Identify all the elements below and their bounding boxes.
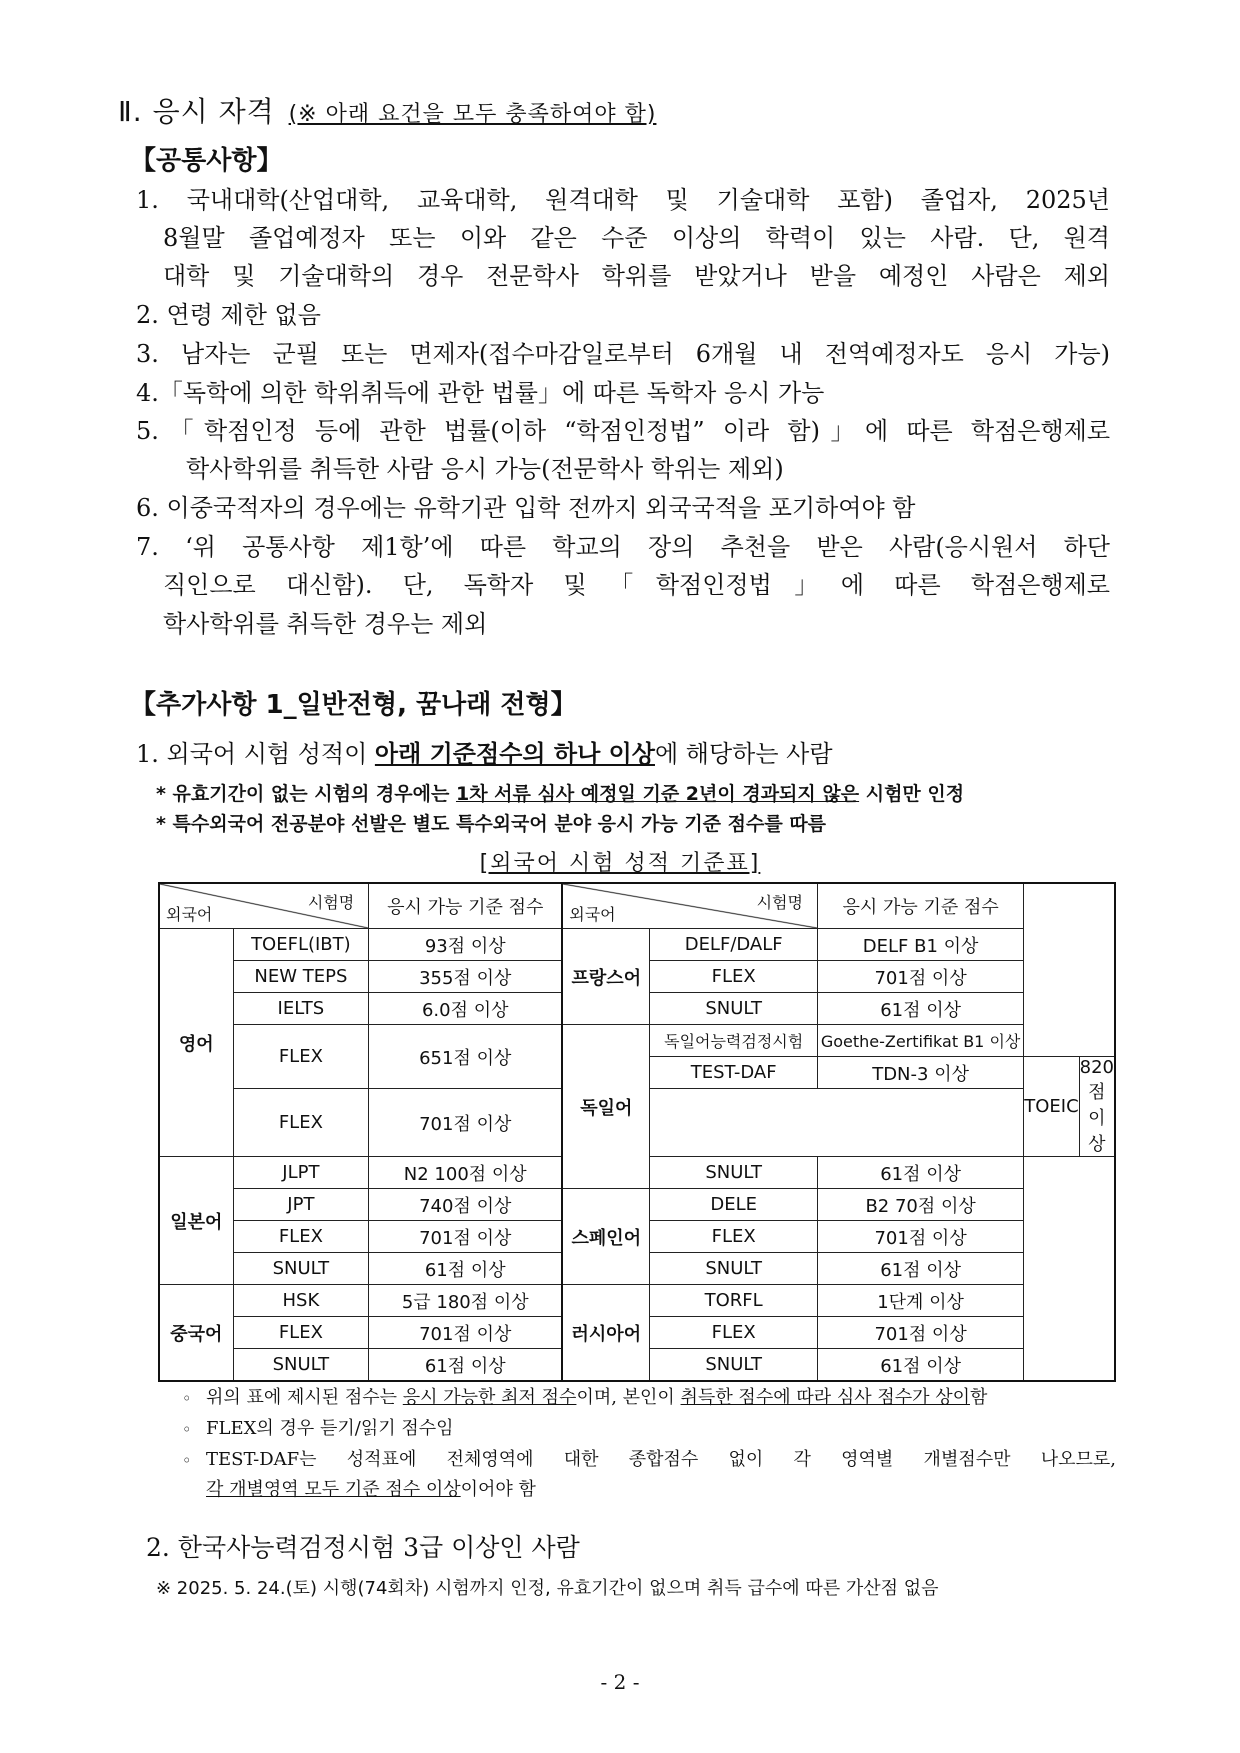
header-exam-left: 시험명 xyxy=(307,893,355,912)
header-score-right: 응시 가능 기준 점수 xyxy=(817,883,1023,929)
item1-post: 에 해당하는 사람 xyxy=(654,740,833,768)
note-3a: TEST-DAF는 성적표에 전체영역에 대한 종합점수 없이 각 영역별 개별점수만 나오므로, xyxy=(206,1449,1116,1470)
exam-cell: DELE xyxy=(650,1189,818,1221)
note1-u1: 응시 가능한 최저 점수 xyxy=(402,1387,577,1408)
note-bullet-1: ◦ xyxy=(182,1389,192,1408)
additional-item-1 xyxy=(136,734,833,774)
exam-cell: SNULT xyxy=(650,1253,818,1285)
exam-cell: FLEX xyxy=(650,1221,818,1253)
note-3b xyxy=(206,1475,536,1505)
common-line-6: 4.「독학에 의한 학위취득에 관한 법률」에 따른 독학자 응시 가능 xyxy=(136,379,825,407)
score-cell: 740점 이상 xyxy=(369,1189,563,1221)
score-cell: 701점 이상 xyxy=(817,1221,1023,1253)
star1-post: 시험만 인정 xyxy=(859,783,965,805)
common-line-9: 6. 이중국적자의 경우에는 유학기관 입학 전까지 외국국적을 포기하여야 함 xyxy=(136,494,916,522)
table-header-row xyxy=(159,883,1115,929)
common-line-11: 직인으로 대신함). 단, 독학자 및「학점인정법」에 따른 학점은행제로 xyxy=(163,571,1110,599)
note3b-post: 이어야 함 xyxy=(460,1479,536,1500)
lang-russian: 러시아어 xyxy=(562,1285,650,1382)
score-cell: 61점 이상 xyxy=(369,1349,563,1382)
exam-cell: TORFL xyxy=(650,1285,818,1317)
score-cell: N2 100점 이상 xyxy=(369,1157,563,1189)
score-cell: B2 70점 이상 xyxy=(817,1189,1023,1221)
exam-cell: SNULT xyxy=(233,1349,369,1382)
exam-score-table xyxy=(158,882,1116,1382)
exam-cell: DELF/DALF xyxy=(650,929,818,961)
additional-heading: 【추가사항 1_일반전형, 꿈나래 전형】 xyxy=(130,690,577,720)
lang-german: 독일어 xyxy=(562,1025,650,1189)
note-bullet-2: ◦ xyxy=(182,1420,192,1439)
header-lang-right: 외국어 xyxy=(569,905,616,924)
score-cell: DELF B1 이상 xyxy=(817,929,1023,961)
lang-chinese: 중국어 xyxy=(159,1285,233,1382)
header-lang-left: 외국어 xyxy=(166,905,213,924)
section-condition: (※ 아래 요건을 모두 충족하여야 함) xyxy=(288,102,657,127)
exam-cell: NEW TEPS xyxy=(233,961,369,993)
score-cell: 701점 이상 xyxy=(817,1317,1023,1349)
item1-pre: 1. 외국어 시험 성적이 xyxy=(136,740,375,768)
lang-english: 영어 xyxy=(159,929,233,1157)
score-cell: 6.0점 이상 xyxy=(369,993,563,1025)
header-lang-exam-left xyxy=(159,883,369,929)
exam-cell: TOEFL(IBT) xyxy=(233,929,369,961)
score-cell: 701점 이상 xyxy=(817,961,1023,993)
item1-emphasis: 아래 기준점수의 하나 이상 xyxy=(374,739,655,768)
note1-b: 이며, 본인이 xyxy=(576,1387,681,1408)
lang-spanish: 스페인어 xyxy=(562,1189,650,1285)
score-cell: 651점 이상 xyxy=(369,1025,563,1089)
header-score-left: 응시 가능 기준 점수 xyxy=(369,883,563,929)
exam-cell: FLEX xyxy=(650,1317,818,1349)
score-cell: 1단계 이상 xyxy=(817,1285,1023,1317)
star-note-1 xyxy=(156,779,964,806)
common-heading: 【공통사항】 xyxy=(130,146,283,176)
score-cell: 61점 이상 xyxy=(817,1157,1023,1189)
score-cell: 5급 180점 이상 xyxy=(369,1285,563,1317)
exam-cell: FLEX xyxy=(233,1089,369,1157)
score-cell: 61점 이상 xyxy=(369,1253,563,1285)
score-cell: 701점 이상 xyxy=(369,1221,563,1253)
exam-cell: TEST-DAF xyxy=(650,1057,818,1089)
note1-a: 위의 표에 제시된 점수는 xyxy=(206,1387,403,1408)
exam-cell: SNULT xyxy=(650,1157,818,1189)
exam-cell: SNULT xyxy=(233,1253,369,1285)
common-line-4: 2. 연령 제한 없음 xyxy=(136,301,321,329)
exam-cell: IELTS xyxy=(233,993,369,1025)
exam-cell: SNULT xyxy=(650,1349,818,1382)
exam-cell: JPT xyxy=(233,1189,369,1221)
common-line-12: 학사학위를 취득한 경우는 제외 xyxy=(163,610,488,638)
exam-cell: SNULT xyxy=(650,993,818,1025)
common-line-10: 7. ‘위 공통사항 제1항’에 따른 학교의 장의 추천을 받은 사람(응시원서 하단 xyxy=(136,533,1110,561)
common-line-8: 학사학위를 취득한 사람 응시 가능(전문학사 학위는 제외) xyxy=(186,455,784,483)
exam-cell: FLEX xyxy=(233,1317,369,1349)
table-caption: [외국어 시험 성적 기준표] xyxy=(479,851,761,876)
common-line-7: 5.「학점인정 등에 관한 법률(이하 “학점인정법” 이라 함)」에 따른 학점은행제로 xyxy=(136,417,1110,445)
score-cell: Goethe-Zertifikat B1 이상 xyxy=(817,1025,1023,1057)
item2-title: 2. 한국사능력검정시험 3급 이상인 사람 xyxy=(146,1533,580,1562)
page-number: - 2 - xyxy=(600,1670,640,1694)
common-line-2: 8월말 졸업예정자 또는 이와 같은 수준 이상의 학력이 있는 사람. 단, 원격 xyxy=(163,224,1110,252)
score-cell: 61점 이상 xyxy=(817,1349,1023,1382)
score-cell: 701점 이상 xyxy=(369,1317,563,1349)
exam-cell: JLPT xyxy=(233,1157,369,1189)
exam-cell: TOEIC xyxy=(1024,1057,1079,1157)
common-line-5: 3. 남자는 군필 또는 면제자(접수마감일로부터 6개월 내 전역예정자도 응시 가능) xyxy=(136,340,1110,368)
score-cell: 93점 이상 xyxy=(369,929,563,961)
common-line-3: 대학 및 기술대학의 경우 전문학사 학위를 받았거나 받을 예정인 사람은 제외 xyxy=(163,262,1110,290)
note-2: FLEX의 경우 듣기/읽기 점수임 xyxy=(206,1418,454,1439)
header-exam-right: 시험명 xyxy=(756,893,803,912)
exam-cell: 독일어능력검정시험 xyxy=(650,1025,818,1057)
score-cell: TDN-3 이상 xyxy=(817,1057,1023,1089)
exam-cell: FLEX xyxy=(650,961,818,993)
score-cell: 61점 이상 xyxy=(817,993,1023,1025)
exam-cell: HSK xyxy=(233,1285,369,1317)
note3b-underlined: 각 개별영역 모두 기준 점수 이상 xyxy=(206,1479,461,1500)
note1-c: 함 xyxy=(969,1387,988,1408)
score-cell: 355점 이상 xyxy=(369,961,563,993)
score-cell: 701점 이상 xyxy=(369,1089,563,1157)
section-title-text: Ⅱ. 응시 자격 xyxy=(118,95,275,128)
exam-cell: FLEX xyxy=(233,1025,369,1089)
common-line-1: 1. 국내대학(산업대학, 교육대학, 원격대학 및 기술대학 포함) 졸업자, 2025년 xyxy=(136,186,1110,214)
lang-japanese: 일본어 xyxy=(159,1157,233,1285)
star1-pre: * 유효기간이 없는 시험의 경우에는 xyxy=(156,783,456,805)
score-cell: 61점 이상 xyxy=(817,1253,1023,1285)
header-lang-exam-right xyxy=(562,883,817,929)
lang-french: 프랑스어 xyxy=(562,929,650,1025)
score-cell: 820점 이상 xyxy=(1079,1057,1114,1155)
note-bullet-3: ◦ xyxy=(182,1451,192,1470)
star-note-2: * 특수외국어 전공분야 선발은 별도 특수외국어 분야 응시 가능 기준 점수를 따름 xyxy=(156,813,827,835)
star1-underlined: 1차 서류 심사 예정일 기준 2년이 경과되지 않은 xyxy=(455,783,860,805)
section-title xyxy=(118,90,656,130)
item2-note: ※ 2025. 5. 24.(토) 시행(74회차) 시험까지 인정, 유효기간이 없으며 취득 급수에 따른 가산점 없음 xyxy=(156,1578,939,1599)
exam-cell: FLEX xyxy=(233,1221,369,1253)
note1-u2: 취득한 점수에 따라 심사 점수가 상이 xyxy=(680,1387,970,1408)
note-1 xyxy=(206,1383,987,1413)
